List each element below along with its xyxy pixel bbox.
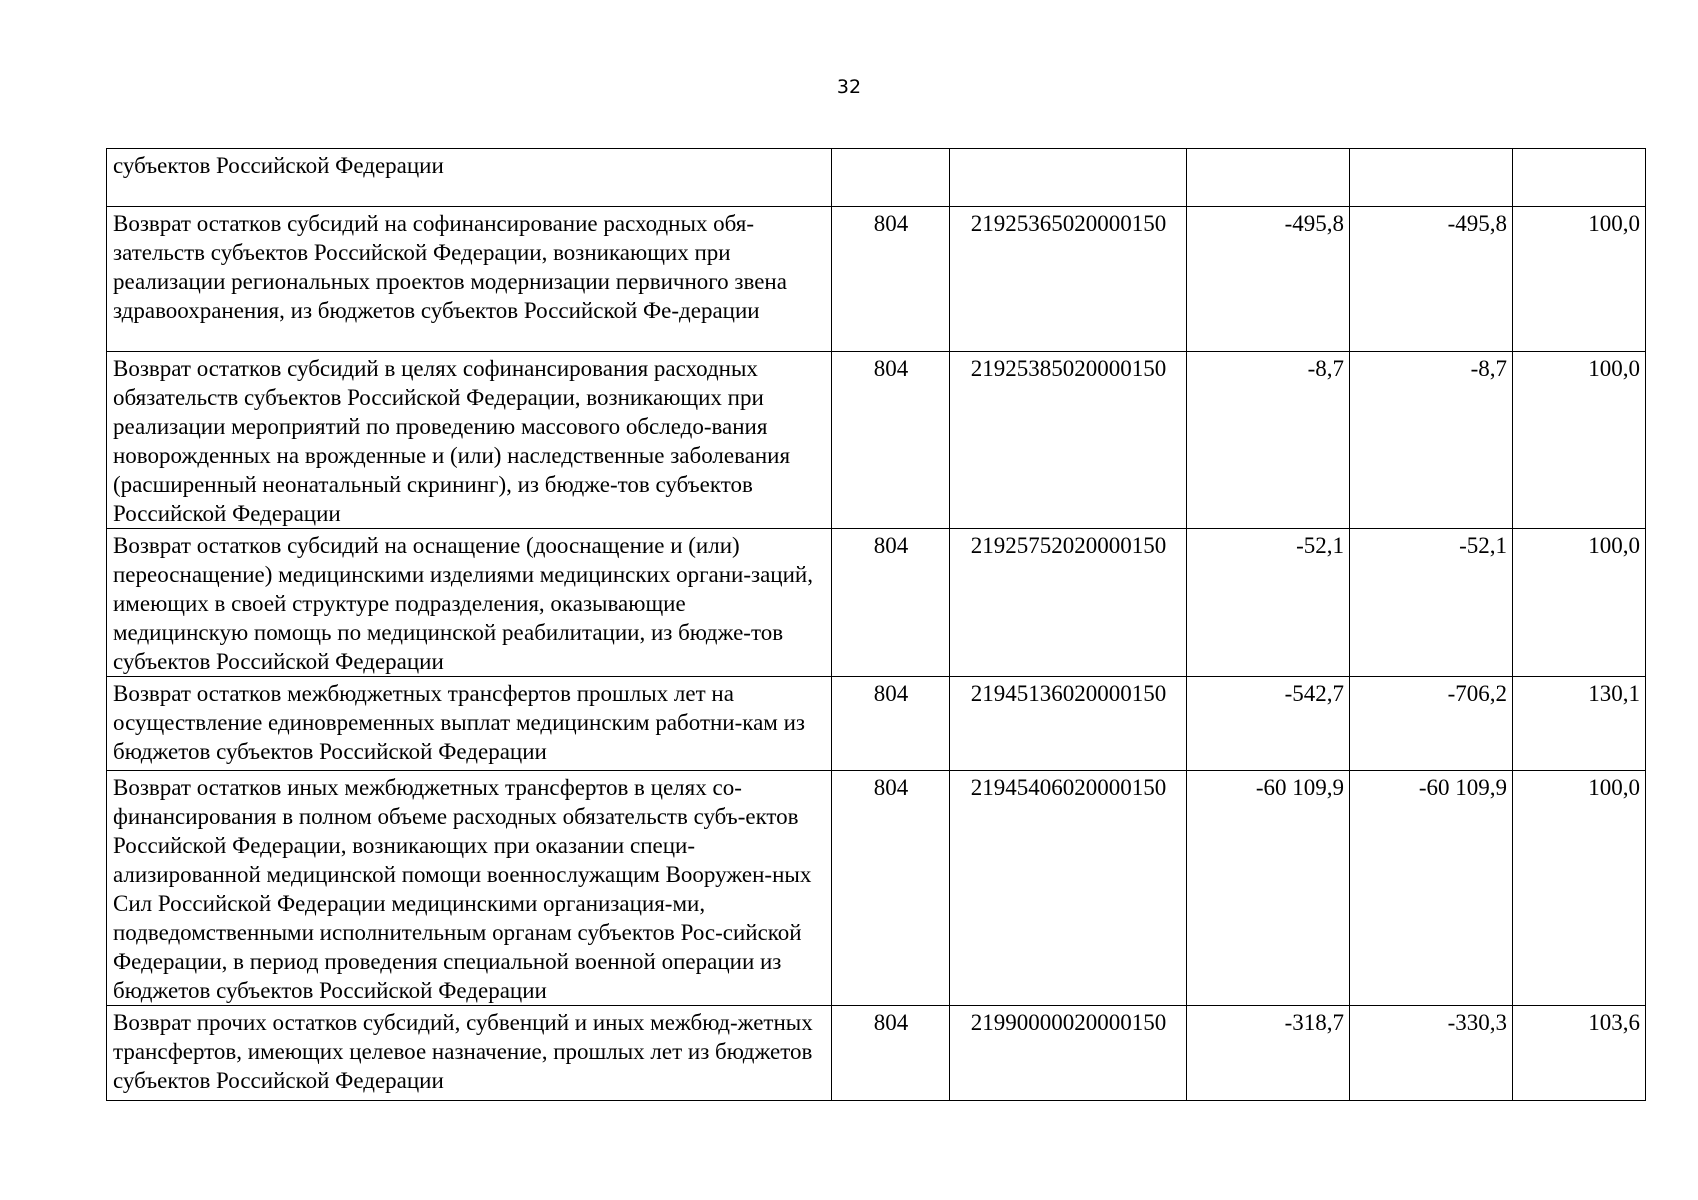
row-name: Возврат остатков субсидий в целях софинансирования расходных обязательств субъектов Российской Федерации, возникающих при реализации мероприятий по проведению массового обследо-вания новорожденных на врожденные и (или) наследственные заболевания (расширенный неонатальный скрининг), из бюдже-тов субъектов Российской Федерации: [107, 352, 832, 529]
row-value-approved: -60 109,9: [1187, 771, 1350, 1006]
row-value-approved: [1187, 149, 1350, 207]
row-kbk-code: 21925752020000150: [950, 529, 1187, 677]
row-value-approved: -52,1: [1187, 529, 1350, 677]
row-name: Возврат остатков субсидий на софинансирование расходных обя-зательств субъектов Российской Федерации, возникающих при реализации региональных проектов модернизации первичного звена здравоохранения, из бюджетов субъектов Российской Фе-дерации: [107, 207, 832, 352]
row-value-approved: -8,7: [1187, 352, 1350, 529]
row-name: Возврат прочих остатков субсидий, субвенций и иных межбюд-жетных трансфертов, имеющих целевое назначение, прошлых лет из бюджетов субъектов Российской Федерации: [107, 1006, 832, 1101]
row-value-executed: [1350, 149, 1513, 207]
row-kbk-code: 21925365020000150: [950, 207, 1187, 352]
row-name: субъектов Российской Федерации: [107, 149, 832, 207]
row-value-approved: -495,8: [1187, 207, 1350, 352]
row-admin-code: [832, 149, 950, 207]
row-percent: 103,6: [1513, 1006, 1646, 1101]
row-percent: [1513, 149, 1646, 207]
row-admin-code: 804: [832, 352, 950, 529]
table-row: [107, 1006, 1646, 1101]
row-admin-code: 804: [832, 771, 950, 1006]
table-row: [107, 149, 1646, 207]
table-row: [107, 529, 1646, 677]
row-kbk-code: 21990000020000150: [950, 1006, 1187, 1101]
row-percent: 100,0: [1513, 207, 1646, 352]
row-admin-code: 804: [832, 207, 950, 352]
row-percent: 100,0: [1513, 529, 1646, 677]
table-row: [107, 771, 1646, 1006]
row-percent: 100,0: [1513, 352, 1646, 529]
page-number: 32: [836, 76, 862, 98]
row-value-approved: -318,7: [1187, 1006, 1350, 1101]
row-percent: 130,1: [1513, 677, 1646, 771]
row-value-executed: -495,8: [1350, 207, 1513, 352]
row-value-executed: -60 109,9: [1350, 771, 1513, 1006]
table-row: [107, 207, 1646, 352]
row-kbk-code: [950, 149, 1187, 207]
row-name: Возврат остатков иных межбюджетных трансфертов в целях со-финансирования в полном объеме расходных обязательств субъ-ектов Российской Федерации, возникающих при оказании специ-ализированной медицинской помощи военнослужащим Вооружен-ных Сил Российской Федерации медицинскими организация-ми, подведомственными исполнительным органам субъектов Рос-сийской Федерации, в период проведения специальной военной операции из бюджетов субъектов Российской Федерации: [107, 771, 832, 1006]
table-row: [107, 677, 1646, 771]
row-kbk-code: 21925385020000150: [950, 352, 1187, 529]
table-row: [107, 352, 1646, 529]
row-value-executed: -706,2: [1350, 677, 1513, 771]
budget-table: [106, 148, 1646, 1101]
row-name: Возврат остатков межбюджетных трансфертов прошлых лет на осуществление единовременных выплат медицинским работни-кам из бюджетов субъектов Российской Федерации: [107, 677, 832, 771]
row-admin-code: 804: [832, 677, 950, 771]
row-value-executed: -8,7: [1350, 352, 1513, 529]
row-admin-code: 804: [832, 529, 950, 677]
row-value-approved: -542,7: [1187, 677, 1350, 771]
row-kbk-code: 21945136020000150: [950, 677, 1187, 771]
row-admin-code: 804: [832, 1006, 950, 1101]
row-kbk-code: 21945406020000150: [950, 771, 1187, 1006]
row-value-executed: -52,1: [1350, 529, 1513, 677]
row-value-executed: -330,3: [1350, 1006, 1513, 1101]
row-percent: 100,0: [1513, 771, 1646, 1006]
row-name: Возврат остатков субсидий на оснащение (дооснащение и (или) переоснащение) медицинскими изделиями медицинских органи-заций, имеющих в своей структуре подразделения, оказывающие медицинскую помощь по медицинской реабилитации, из бюдже-тов субъектов Российской Федерации: [107, 529, 832, 677]
